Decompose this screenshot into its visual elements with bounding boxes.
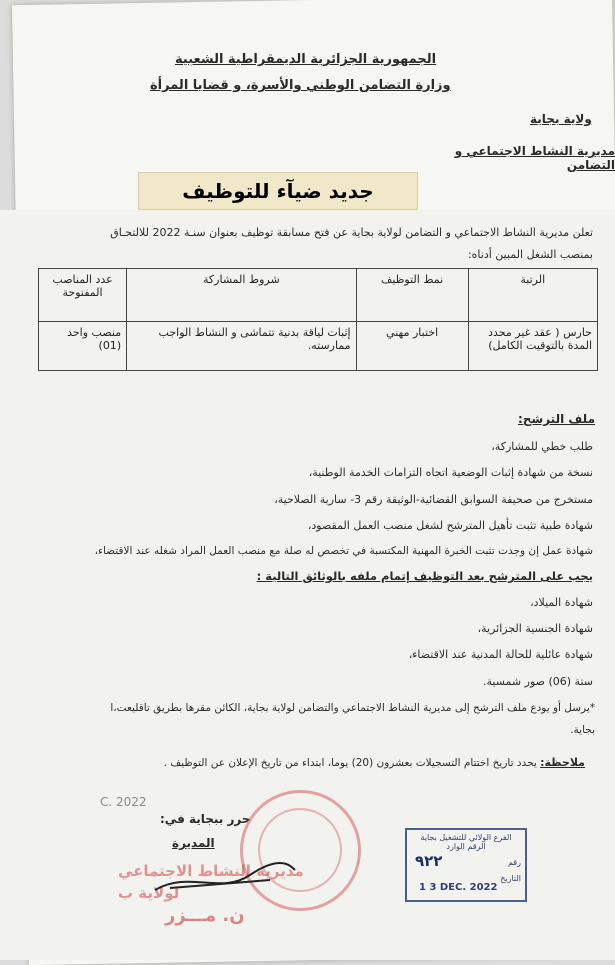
seal-line-2: لولاية ب: [118, 884, 180, 902]
list-item: شهادة الجنسية الجزائرية،: [477, 622, 593, 636]
cell-positions: منصب واحد (01): [39, 322, 127, 371]
list-item: مستخرج من صحيفة السوابق القضائية-الوثيقة رقم 3- سارية الصلاحية،: [274, 492, 593, 506]
cell-mode: اختبار مهني: [356, 322, 468, 371]
send-note-line-1: *يرسل أو يودع ملف الترشح إلى مديرية النشاط الاجتماعي والتضامن لولاية بجاية، الكائن مقرها بطريق تاقليعت،ا: [110, 702, 595, 714]
signatory-name: ن. مـــزر: [165, 905, 245, 926]
list-item: شهادة طبية تثبت تأهيل المترشح لشغل منصب العمل المقصود،: [307, 518, 593, 532]
list-item: شهادة عمل إن وجدت تثبت الخبرة المهنية المكتسبة في تخصص له صلة مع منصب العمل المراد شغله عند الاقتضاء،: [94, 545, 593, 558]
remark-label: ملاحظة:: [540, 756, 585, 769]
th-mode: نمط التوظيف: [356, 269, 468, 322]
cell-conditions: إثبات لياقة بدنية تتماشى و النشاط الواجب ممارسته.: [127, 322, 356, 371]
after-hire-title: يجب على المترشح بعد التوظيف إتمام ملفه بالوثائق التالية :: [256, 568, 593, 583]
director-title: المديرة: [172, 836, 215, 850]
receipt-date-label: التاريخ: [500, 874, 521, 883]
receipt-line-2: الرقم الوارد: [446, 842, 486, 851]
done-at: حرر ببجاية في:: [160, 812, 251, 826]
signature-scribble: [150, 850, 300, 900]
th-positions: عدد المناصب المفتوحة: [39, 269, 127, 322]
send-note: [15, 702, 595, 737]
receipt-stamp: [405, 828, 527, 902]
file-list: [33, 440, 593, 701]
seal-line-1: مديرية النشاط الاجتماعي: [118, 862, 304, 880]
jobs-table: [38, 268, 598, 371]
list-item: طلب خطي للمشاركة،: [491, 440, 593, 453]
republic-title: الجمهورية الجزائرية الديمقراطية الشعبية: [175, 52, 437, 67]
list-item: ستة (06) صور شمسية.: [483, 674, 593, 688]
cell-rank: حارس ( عقد غير محدد المدة بالتوقيت الكامل): [468, 322, 597, 371]
intro-line-1: تعلن مديرية النشاط الاجتماعي و التضامن لولاية بجاية عن فتح مسابقة توظيف بعنوان سنـة 2022 للالتحـاق: [110, 226, 593, 239]
list-item: نسخة من شهادة إثبات الوضعية اتجاه التزامات الخدمة الوطنية،: [308, 466, 593, 480]
remark-text: يحدد تاريخ اختتام التسجيلات بعشرون (20) يوما، ابتداء من تاريخ الإعلان عن التوظيف .: [163, 757, 537, 769]
send-note-line-2: بجاية.: [570, 723, 595, 736]
directorate-title: مديرية النشاط الاجتماعي و التضامن: [454, 144, 615, 172]
th-conditions: شروط المشاركة: [127, 269, 356, 322]
receipt-number-label: رقم: [507, 858, 521, 867]
banner: جديد ضيآء للتوظيف: [138, 172, 418, 210]
table-header-row: [39, 269, 598, 322]
date-stamp: C. 2022: [100, 795, 147, 809]
remark: [25, 756, 585, 771]
table-row: [39, 322, 598, 371]
receipt-date: 1 3 DEC. 2022: [419, 882, 498, 893]
wilaya-title: ولاية بجاية: [530, 112, 592, 126]
ministry-title: وزارة التضامن الوطني والأسرة، و قضايا المرأة: [150, 78, 451, 93]
receipt-line-1: الفرع الولائي للتشغيل بجاية: [420, 833, 512, 842]
intro-line-2: بمنصب الشغل المبين أدناه:: [467, 248, 593, 261]
list-item: شهادة عائلية للحالة المدنية عند الاقتضاء،: [408, 648, 593, 662]
th-rank: الرتبة: [468, 269, 597, 322]
file-title: ملف الترشح:: [517, 412, 595, 426]
receipt-number: ٩٢٢: [415, 852, 443, 870]
list-item: شهادة الميلاد،: [530, 595, 593, 609]
